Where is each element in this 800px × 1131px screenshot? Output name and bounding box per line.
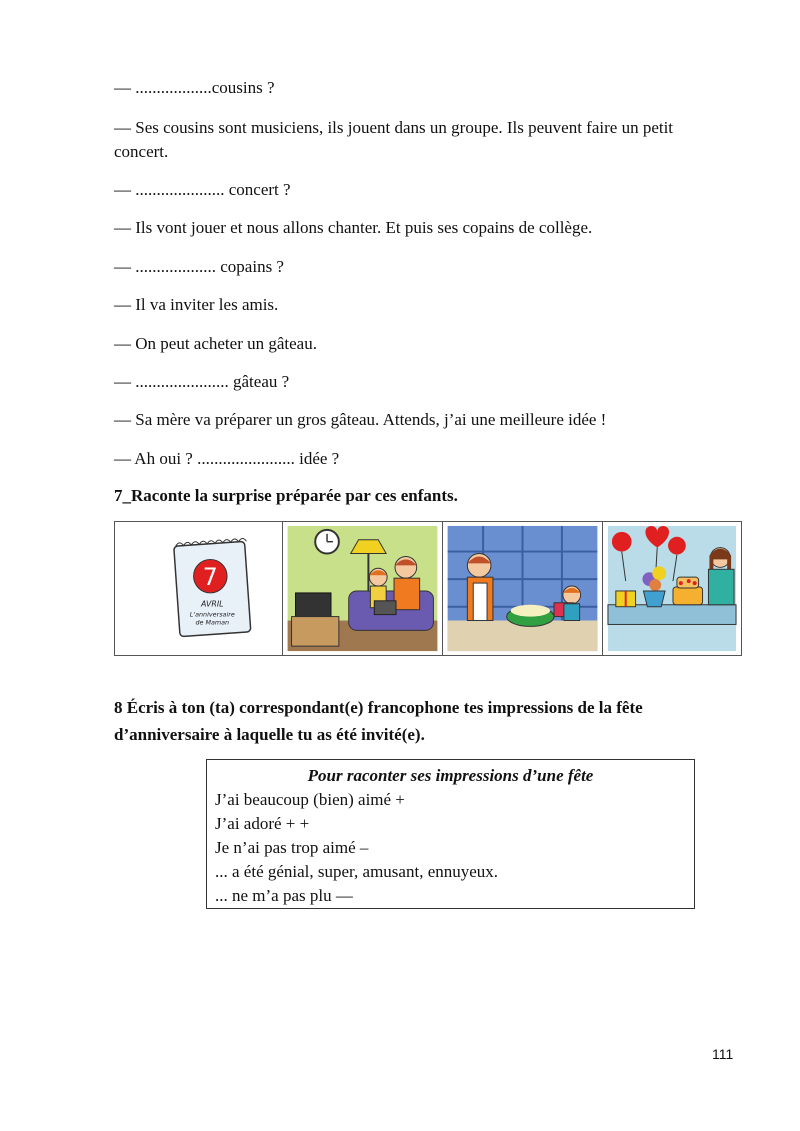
impressions-line-3: Je n’ai pas trop aimé –: [215, 838, 369, 857]
balloon-icon: [612, 532, 632, 552]
page-number: 111: [712, 1046, 734, 1062]
exercise-8-title-line2: d’anniversaire à laquelle tu as été invité(e).: [114, 725, 425, 744]
impressions-line-2: J’ai adoré + +: [215, 814, 310, 833]
calendar-caption-line1: L'anniversaire: [189, 610, 235, 619]
exercise-8-title-line1: 8 Écris à ton (ta) correspondant(e) francophone tes impressions de la fête: [114, 698, 643, 717]
kitchen-illustration: [443, 522, 602, 655]
tv-icon: [296, 593, 331, 617]
calendar-day: 7: [202, 563, 218, 592]
dialogue-line-9: — Sa mère va préparer un gros gâteau. Attends, j’ai une meilleure idée !: [114, 410, 607, 429]
clock-icon: [315, 530, 339, 554]
impressions-line-5: ... ne m’a pas plu —: [215, 886, 353, 905]
panel-living-room: [283, 522, 443, 655]
impressions-box: [206, 759, 695, 909]
dialogue-line-1: — ..................cousins ?: [114, 78, 275, 97]
dialogue-line-2: — Ses cousins sont musiciens, ils jouent dans un groupe. Ils peuvent faire un petit concert.: [114, 118, 674, 161]
calendar-month: AVRIL: [201, 599, 224, 609]
panel-calendar: [115, 522, 283, 655]
panel-kitchen: [443, 522, 603, 655]
impressions-line-4: ... a été génial, super, amusant, ennuyeux.: [215, 862, 499, 881]
calendar-caption-line2: de Maman: [195, 618, 230, 627]
impressions-line-1: J’ai beaucoup (bien) aimé +: [215, 790, 405, 809]
exercise-7-title: 7_Raconte la surprise préparée par ces enfants.: [114, 486, 458, 505]
dialogue-line-5: — ................... copains ?: [114, 257, 284, 276]
picture-story-strip: [114, 521, 742, 656]
impressions-box-title: Pour raconter ses impressions d’une fête: [307, 766, 594, 785]
panel-party: [603, 522, 741, 655]
dialogue-line-8: — ...................... gâteau ?: [114, 372, 290, 391]
dialogue-line-6: — Il va inviter les amis.: [114, 295, 279, 314]
balloon-icon-2: [668, 537, 686, 555]
dialogue-line-4: — Ils vont jouer et nous allons chanter. Et puis ses copains de collège.: [114, 218, 593, 237]
cake-icon: [673, 587, 703, 605]
dialogue-line-3: — ..................... concert ?: [114, 180, 291, 199]
party-illustration: [603, 522, 741, 655]
dialogue-line-10: — Ah oui ? ....................... idée ?: [114, 449, 340, 468]
living-room-illustration: [283, 522, 442, 655]
dialogue-line-7: — On peut acheter un gâteau.: [114, 334, 317, 353]
calendar-illustration: [115, 522, 282, 655]
